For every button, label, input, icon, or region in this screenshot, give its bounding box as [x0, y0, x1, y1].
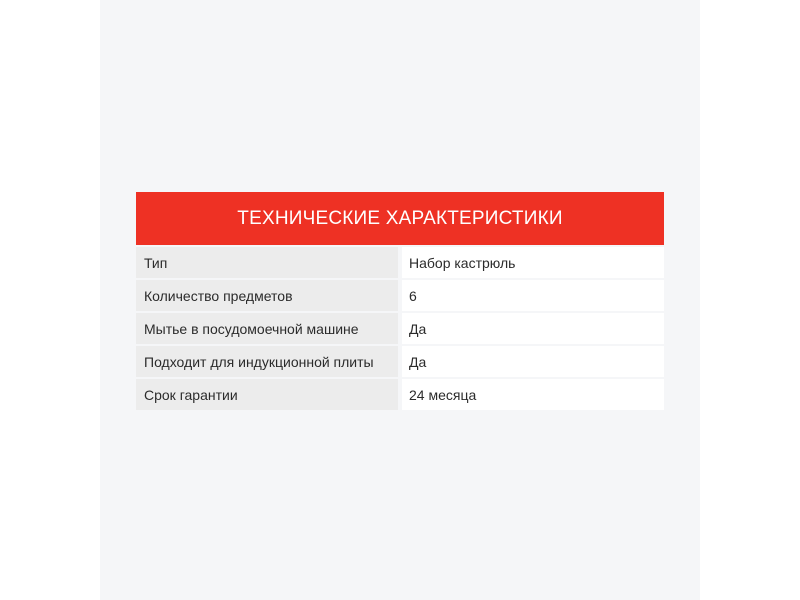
- specifications-table: [136, 192, 664, 410]
- spec-row-type: [136, 247, 664, 278]
- spec-row-induction: [136, 346, 664, 377]
- spec-label: Мытье в посудомоечной машине: [136, 313, 398, 344]
- spec-row-item-count: [136, 280, 664, 311]
- spec-label: Подходит для индукционной плиты: [136, 346, 398, 377]
- specifications-title: ТЕХНИЧЕСКИЕ ХАРАКТЕРИСТИКИ: [136, 192, 664, 245]
- spec-label: Тип: [136, 247, 398, 278]
- spec-value: 24 месяца: [402, 379, 664, 410]
- spec-label: Количество предметов: [136, 280, 398, 311]
- spec-value: Да: [402, 346, 664, 377]
- spec-label: Срок гарантии: [136, 379, 398, 410]
- spec-value: Набор кастрюль: [402, 247, 664, 278]
- spec-row-warranty: [136, 379, 664, 410]
- spec-row-dishwasher: [136, 313, 664, 344]
- spec-value: 6: [402, 280, 664, 311]
- spec-value: Да: [402, 313, 664, 344]
